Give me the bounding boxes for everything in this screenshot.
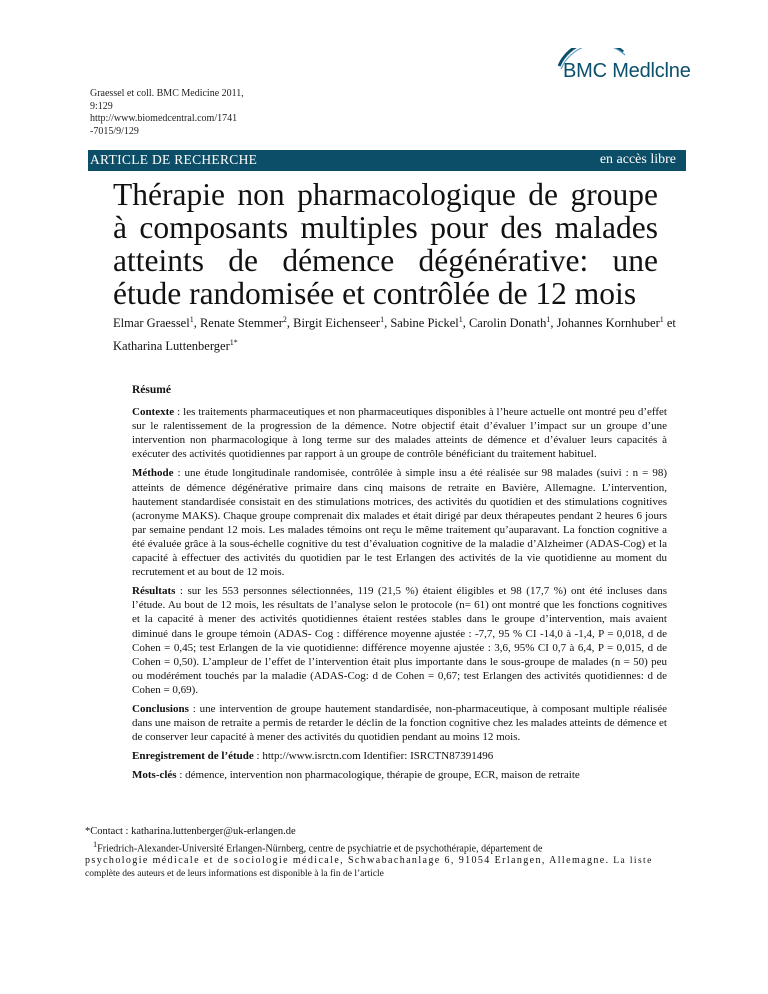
- author-name: et: [663, 316, 676, 331]
- citation-line: Graessel et coll. BMC Medicine 2011,: [90, 88, 244, 99]
- registration-link[interactable]: : http://www.isrctn.com Identifier: ISRCTN87391496: [253, 750, 494, 763]
- citation-line: 9:129: [90, 100, 113, 112]
- section-text: : démence, intervention non pharmacologique, thérapie de groupe, ECR, maison de retraite: [176, 769, 580, 782]
- section-label: Résultats: [132, 585, 176, 598]
- section-text: : une intervention de groupe hautement standardisée, non-pharmaceutique, à composant multiple réalisée dans une maison de retraite a permis de retarder le déclin de la fonction cognitive chez les malades atteints de démence et de conserver leur capacité à mener des activités du quotidien pendant au moins 12 mois.: [132, 702, 667, 744]
- author-name: , Sabine Pickel: [384, 316, 459, 331]
- section-label: Méthode: [132, 467, 174, 480]
- author-name: , Johannes Kornhuber: [550, 316, 660, 331]
- affiliation-sup: 1: [546, 315, 551, 324]
- affiliation-sup: 1: [458, 315, 463, 324]
- abstract-method: [132, 466, 667, 579]
- affiliation-text: Friedrich-Alexander-Université Erlangen-Nürnberg, centre de psychiatrie et de psychothérapie, département de: [97, 842, 543, 854]
- section-text: : les traitements pharmaceutiques et non pharmaceutiques disponibles à l’heure actuelle ont montré peu d’effet sur le ralentissement de la progression de la démence. Notre objectif était d’évaluer l’impact sur un groupe d’une intervention non pharmacologique à long terme sur des malades atteints de démence et d’évaluer leurs capacités à exécuter des activités quotidiennes par rapport à un groupe de contrôle bénéficiant du traitement habituel.: [132, 406, 667, 461]
- abstract-header: Résumé: [132, 384, 171, 396]
- abstract-results: [132, 584, 667, 697]
- article-title: Thérapie non pharmacologique de groupe à composants multiples pour des malades atteints de démence dégénérative: une étude randomisée et contrôlée de 12 mois: [113, 177, 658, 311]
- article-type-banner: [88, 150, 686, 171]
- open-access-label: en accès libre: [599, 152, 676, 167]
- abstract-registration: [132, 749, 667, 763]
- abstract-keywords: [132, 768, 667, 782]
- affiliation: [85, 855, 685, 868]
- author-name: , Carolin Donath: [462, 316, 547, 331]
- journal-logo-text: BMC Medlclne: [563, 60, 691, 82]
- affiliation-text: La liste: [609, 856, 653, 867]
- citation-url[interactable]: -7015/9/129: [90, 125, 139, 137]
- author-name: , Renate Stemmer: [193, 316, 283, 331]
- section-label: Contexte: [132, 406, 175, 419]
- affiliation-note: complète des auteurs et de leurs informations est disponible à la fin de l’article: [85, 868, 384, 879]
- citation-url[interactable]: http://www.biomedcentral.com/1741: [90, 113, 238, 124]
- affiliation-text: psychologie médicale et de sociologie médicale, Schwabachanlage 6, 91054 Erlangen, Allemagne.: [85, 855, 610, 867]
- section-label: Conclusions: [132, 702, 189, 715]
- abstract: [132, 383, 667, 787]
- contact-email[interactable]: *Contact : katharina.luttenberger@uk-erlangen.de: [85, 826, 296, 837]
- section-text: : une étude longitudinale randomisée, contrôlée à simple insu a été réalisée sur 98 malades (suivi : n = 98) atteints de démence dégénérative primaire dans cinq maisons de retraite en Bavière, Allemagne. L’intervention, hautement standardisée consistait en des stimulations motrices, des activités du quotidien et des stimulations cognitives (acronyme MAKS). Chaque groupe comprenait dix malades et était dirigé par deux thérapeutes pendant 2 heures 6 jours par semaine pendant 12 mois. Les malades témoins ont reçu le même traitement qu’auparavant. La fonction cognitive a été évaluée grâce à la sous-échelle cognitive du test d’évaluation cognitive de la maladie d’Alzheimer (ADAS-Cog) et la capacité à effectuer des activités du quotidien par le test Erlangen des activités de la vie quotidienne au moment du recrutement et au bout de 12 mois.: [132, 467, 667, 579]
- section-text: : sur les 553 personnes sélectionnées, 119 (21,5 %) étaient éligibles et 98 (17,7 %) ont été incluses dans l’étude. Au bout de 12 mois, les résultats de l’analyse selon le protocole (n= 61) ont montré que les fonctions cognitives et la capacité à mener des activités quotidiennes étaient restées stables dans le groupe d’intervention, mais avaient diminué dans le groupe témoin (ADAS- Cog : différence moyenne ajustée : -7,7, 95 % CI -14,0 à -1,4, P = 0,018, d de Cohen = 0,45; test Erlangen de la vie quotidienne: différence moyenne ajustée : 3,6, 95% CI 0,7 à 6,4, P = 0,015, d de Cohen = 0,50). L’ampleur de l’effet de l’intervention était plus importante dans le sous-groupe de malades (n = 50) peu ou modérément touchés par la maladie (ADAS-Cog: d de Cohen = 0,67; test Erlangen des activités quotidiennes: d de Cohen = 0,69).: [132, 585, 667, 696]
- author-name: Katharina Luttenberger: [113, 339, 230, 354]
- section-label: Enregistrement de l’étude: [132, 750, 254, 763]
- footnote: [85, 826, 685, 880]
- affiliation-sup: 1*: [229, 338, 238, 348]
- affiliation-sup: 1: [93, 839, 98, 849]
- citation-block: [90, 88, 270, 138]
- affiliation-sup: 1: [659, 315, 664, 324]
- section-label: Mots-clés: [132, 769, 177, 782]
- affiliation-sup: 1: [380, 315, 385, 324]
- abstract-conclusions: [132, 702, 667, 744]
- author-list: [113, 310, 683, 356]
- author-name: , Birgit Eichenseer: [286, 316, 381, 331]
- abstract-context: [132, 405, 667, 461]
- affiliation: [85, 839, 685, 856]
- affiliation-sup: 1: [189, 315, 194, 324]
- article-type-label: ARTICLE DE RECHERCHE: [90, 152, 258, 167]
- author-name: Elmar Graessel: [113, 316, 190, 331]
- affiliation-sup: 2: [282, 315, 287, 324]
